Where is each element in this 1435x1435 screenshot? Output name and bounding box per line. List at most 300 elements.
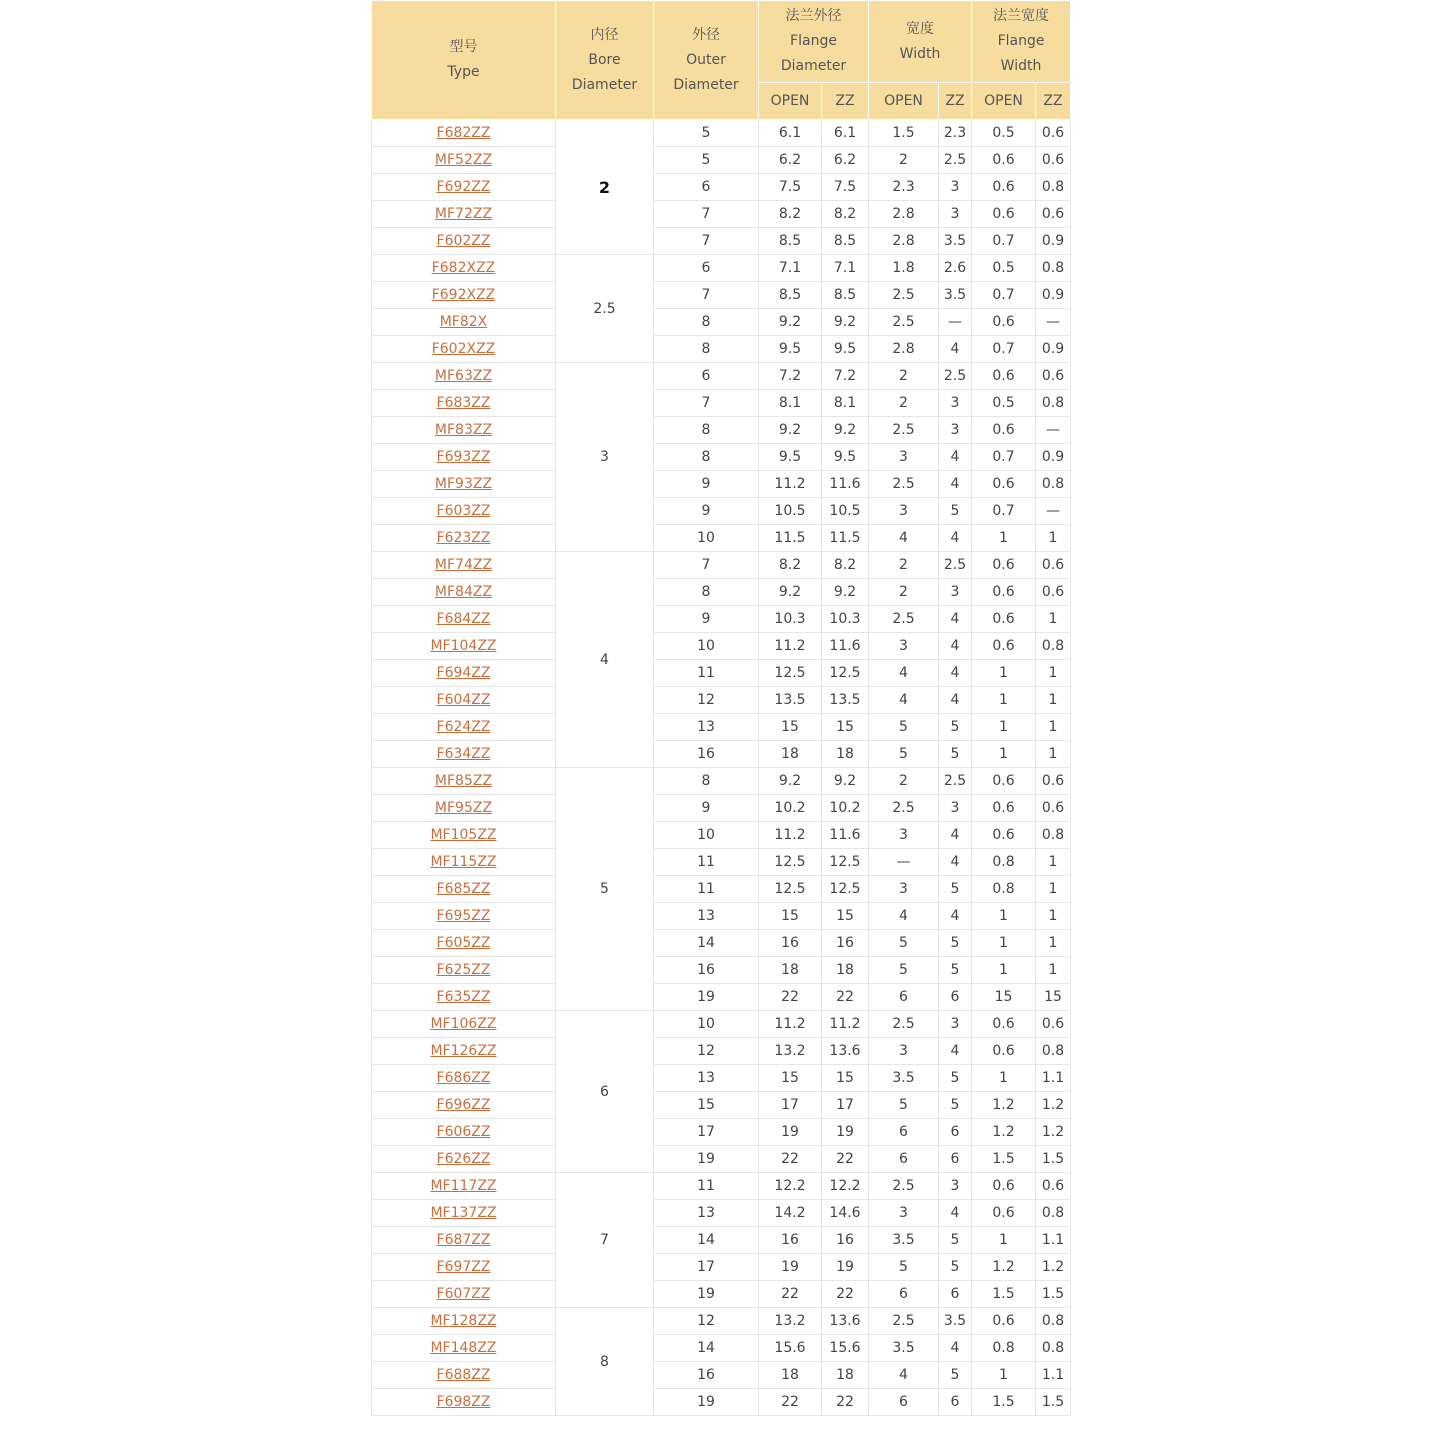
fw-open-cell: 1 — [972, 687, 1036, 714]
fw-zz-cell: 0.8 — [1036, 471, 1071, 498]
fw-zz-cell: 0.6 — [1036, 120, 1071, 147]
w-zz-cell: 6 — [939, 1281, 972, 1308]
type-link[interactable]: MF63ZZ — [434, 368, 493, 384]
header-width-zh: 宽度 — [906, 20, 935, 37]
w-open-cell: 4 — [869, 687, 939, 714]
fw-zz-cell: 0.8 — [1036, 174, 1071, 201]
type-link[interactable]: F625ZZ — [436, 962, 491, 978]
w-open-cell: 2 — [869, 363, 939, 390]
fw-open-cell: 0.6 — [972, 174, 1036, 201]
header-bore — [556, 1, 654, 120]
fd-zz-cell: 11.2 — [822, 1011, 869, 1038]
w-zz-cell: 2.3 — [939, 120, 972, 147]
w-zz-cell: 5 — [939, 714, 972, 741]
outer-cell: 8 — [654, 768, 759, 795]
type-cell — [372, 552, 556, 579]
fw-open-cell: 0.6 — [972, 309, 1036, 336]
subheader-fw-open: OPEN — [972, 83, 1036, 120]
type-cell — [372, 822, 556, 849]
header-type-zh: 型号 — [449, 39, 478, 55]
outer-cell: 13 — [654, 1200, 759, 1227]
outer-cell: 19 — [654, 1281, 759, 1308]
fw-zz-cell: 15 — [1036, 984, 1071, 1011]
fw-open-cell: 0.6 — [972, 1308, 1036, 1335]
fw-zz-cell: 1.5 — [1036, 1389, 1071, 1416]
type-cell — [372, 174, 556, 201]
type-cell — [372, 1146, 556, 1173]
type-cell — [372, 1389, 556, 1416]
fd-open-cell: 15 — [759, 1065, 822, 1092]
fd-open-cell: 12.2 — [759, 1173, 822, 1200]
outer-cell: 13 — [654, 714, 759, 741]
w-open-cell: 3 — [869, 822, 939, 849]
fw-open-cell: 0.6 — [972, 552, 1036, 579]
type-cell — [372, 228, 556, 255]
table-row — [372, 228, 1071, 255]
w-zz-cell: 4 — [939, 525, 972, 552]
header-flange-diameter-en2: Diameter — [780, 58, 847, 74]
w-zz-cell: 4 — [939, 1200, 972, 1227]
type-cell — [372, 282, 556, 309]
w-zz-cell: 6 — [939, 1389, 972, 1416]
type-cell — [372, 498, 556, 525]
w-zz-cell: 3 — [939, 417, 972, 444]
table-row — [372, 471, 1071, 498]
table-row — [372, 930, 1071, 957]
fd-zz-cell: 18 — [822, 1362, 869, 1389]
type-link[interactable]: F693ZZ — [436, 449, 491, 465]
outer-cell: 8 — [654, 336, 759, 363]
header-outer-en1: Outer — [686, 51, 726, 68]
type-link[interactable]: MF148ZZ — [430, 1340, 497, 1356]
fw-zz-cell: 1.1 — [1036, 1362, 1071, 1389]
type-link[interactable]: MF106ZZ — [430, 1016, 497, 1032]
fd-zz-cell: 10.5 — [822, 498, 869, 525]
fd-open-cell: 9.2 — [759, 417, 822, 444]
fw-open-cell: 0.6 — [972, 633, 1036, 660]
w-open-cell: 1.8 — [869, 255, 939, 282]
fd-zz-cell: 9.2 — [822, 417, 869, 444]
subheader-fw-zz: ZZ — [1036, 83, 1071, 120]
w-open-cell: 2.5 — [869, 282, 939, 309]
fd-open-cell: 9.2 — [759, 768, 822, 795]
fw-zz-cell: 1 — [1036, 930, 1071, 957]
outer-cell: 19 — [654, 984, 759, 1011]
fw-open-cell: 1 — [972, 1065, 1036, 1092]
w-open-cell: 3 — [869, 1200, 939, 1227]
outer-cell: 12 — [654, 1038, 759, 1065]
outer-cell: 9 — [654, 471, 759, 498]
type-link[interactable]: MF84ZZ — [434, 584, 493, 600]
fw-zz-cell: 1.1 — [1036, 1227, 1071, 1254]
fd-open-cell: 8.2 — [759, 552, 822, 579]
type-link[interactable]: F624ZZ — [436, 719, 491, 735]
bore-cell: 6 — [556, 1011, 654, 1173]
w-zz-cell: 3.5 — [939, 228, 972, 255]
w-zz-cell: 2.5 — [939, 363, 972, 390]
fw-open-cell: 0.7 — [972, 282, 1036, 309]
table-row — [372, 795, 1071, 822]
fw-open-cell: 1 — [972, 525, 1036, 552]
w-zz-cell: 3 — [939, 795, 972, 822]
fw-zz-cell: 0.6 — [1036, 147, 1071, 174]
type-link[interactable]: F606ZZ — [436, 1124, 491, 1140]
fw-zz-cell: 0.8 — [1036, 1335, 1071, 1362]
fd-zz-cell: 8.5 — [822, 228, 869, 255]
fd-zz-cell: 18 — [822, 957, 869, 984]
w-zz-cell: 3 — [939, 1173, 972, 1200]
w-zz-cell: 5 — [939, 957, 972, 984]
type-cell — [372, 1092, 556, 1119]
type-link[interactable]: F684ZZ — [436, 611, 491, 627]
fw-zz-cell: 0.9 — [1036, 444, 1071, 471]
table-row — [372, 498, 1071, 525]
fw-zz-cell: 1.1 — [1036, 1065, 1071, 1092]
type-cell — [372, 309, 556, 336]
fd-open-cell: 18 — [759, 741, 822, 768]
outer-cell: 10 — [654, 525, 759, 552]
fd-zz-cell: 17 — [822, 1092, 869, 1119]
fd-zz-cell: 22 — [822, 1389, 869, 1416]
outer-cell: 14 — [654, 1227, 759, 1254]
fd-open-cell: 18 — [759, 957, 822, 984]
fw-open-cell: 0.7 — [972, 336, 1036, 363]
type-link[interactable]: MF93ZZ — [434, 476, 493, 492]
fd-zz-cell: 8.2 — [822, 201, 869, 228]
fd-open-cell: 6.1 — [759, 120, 822, 147]
fd-zz-cell: 13.6 — [822, 1308, 869, 1335]
type-link[interactable]: MF128ZZ — [430, 1313, 497, 1329]
fw-zz-cell: 0.6 — [1036, 1173, 1071, 1200]
table-row — [372, 1308, 1071, 1335]
fd-zz-cell: 22 — [822, 1281, 869, 1308]
table-row — [372, 1335, 1071, 1362]
type-link[interactable]: F692ZZ — [436, 179, 491, 195]
type-link[interactable]: F634ZZ — [436, 746, 491, 762]
outer-cell: 7 — [654, 552, 759, 579]
type-link[interactable]: F602XZZ — [431, 341, 496, 357]
outer-cell: 12 — [654, 687, 759, 714]
type-cell — [372, 1119, 556, 1146]
fw-open-cell: 0.6 — [972, 795, 1036, 822]
fd-open-cell: 13.5 — [759, 687, 822, 714]
type-link[interactable]: MF52ZZ — [434, 152, 493, 168]
fd-zz-cell: 18 — [822, 741, 869, 768]
table-row — [372, 1281, 1071, 1308]
outer-cell: 6 — [654, 174, 759, 201]
fw-zz-cell: 0.8 — [1036, 390, 1071, 417]
type-link[interactable]: MF137ZZ — [430, 1205, 497, 1221]
subheader-w-zz: ZZ — [939, 83, 972, 120]
type-cell — [372, 1038, 556, 1065]
bore-cell: 3 — [556, 363, 654, 552]
fd-open-cell: 13.2 — [759, 1308, 822, 1335]
fw-zz-cell: 0.9 — [1036, 336, 1071, 363]
table-row — [372, 1200, 1071, 1227]
w-open-cell: 5 — [869, 930, 939, 957]
w-open-cell: 4 — [869, 525, 939, 552]
fd-open-cell: 8.5 — [759, 282, 822, 309]
w-open-cell: 2.5 — [869, 795, 939, 822]
type-link[interactable]: F607ZZ — [436, 1286, 491, 1302]
w-open-cell: 5 — [869, 1254, 939, 1281]
bore-cell: 2 — [556, 120, 654, 255]
fw-open-cell: 1.2 — [972, 1119, 1036, 1146]
w-open-cell: 2.3 — [869, 174, 939, 201]
fw-open-cell: 0.7 — [972, 444, 1036, 471]
table-row — [372, 174, 1071, 201]
header-flange-diameter-zh: 法兰外径 — [785, 8, 842, 24]
type-link[interactable]: F623ZZ — [436, 530, 491, 546]
fd-open-cell: 7.5 — [759, 174, 822, 201]
fw-zz-cell: 0.6 — [1036, 201, 1071, 228]
type-cell — [372, 1065, 556, 1092]
type-link[interactable]: F604ZZ — [436, 692, 491, 708]
fd-open-cell: 15 — [759, 714, 822, 741]
fw-open-cell: 0.6 — [972, 1200, 1036, 1227]
w-open-cell: 1.5 — [869, 120, 939, 147]
type-link[interactable]: F682XZZ — [431, 260, 496, 276]
table-row — [372, 363, 1071, 390]
fw-zz-cell: 1 — [1036, 660, 1071, 687]
fd-open-cell: 14.2 — [759, 1200, 822, 1227]
fw-open-cell: 0.6 — [972, 606, 1036, 633]
fd-zz-cell: 9.5 — [822, 336, 869, 363]
fw-open-cell: 0.6 — [972, 147, 1036, 174]
outer-cell: 7 — [654, 228, 759, 255]
w-zz-cell: 4 — [939, 336, 972, 363]
outer-cell: 12 — [654, 1308, 759, 1335]
type-link[interactable]: F687ZZ — [436, 1232, 491, 1248]
type-cell — [372, 876, 556, 903]
header-type-en: Type — [447, 64, 480, 80]
fd-open-cell: 7.2 — [759, 363, 822, 390]
type-link[interactable]: F685ZZ — [436, 881, 491, 897]
table-row — [372, 660, 1071, 687]
type-link[interactable]: F694ZZ — [436, 665, 491, 681]
type-cell — [372, 201, 556, 228]
fd-zz-cell: 11.6 — [822, 822, 869, 849]
w-open-cell: 2.5 — [869, 471, 939, 498]
type-link[interactable]: F697ZZ — [436, 1259, 491, 1275]
w-zz-cell: 4 — [939, 471, 972, 498]
outer-cell: 11 — [654, 660, 759, 687]
fd-zz-cell: 13.5 — [822, 687, 869, 714]
type-cell — [372, 768, 556, 795]
header-flange-width-en2: Width — [1000, 58, 1042, 74]
fw-zz-cell: 0.6 — [1036, 363, 1071, 390]
header-flange-width-en1: Flange — [997, 33, 1045, 49]
type-cell — [372, 957, 556, 984]
table-row — [372, 444, 1071, 471]
outer-cell: 13 — [654, 1065, 759, 1092]
outer-cell: 7 — [654, 201, 759, 228]
w-zz-cell: 4 — [939, 660, 972, 687]
fw-zz-cell: 0.9 — [1036, 228, 1071, 255]
w-open-cell: 2 — [869, 579, 939, 606]
type-cell — [372, 741, 556, 768]
outer-cell: 6 — [654, 363, 759, 390]
header-type — [372, 1, 556, 120]
type-link[interactable]: MF82X — [439, 314, 488, 330]
w-open-cell: 3 — [869, 1038, 939, 1065]
fd-open-cell: 13.2 — [759, 1038, 822, 1065]
fw-zz-cell: 0.8 — [1036, 822, 1071, 849]
type-link[interactable]: F686ZZ — [436, 1070, 491, 1086]
fw-open-cell: 1 — [972, 1362, 1036, 1389]
outer-cell: 9 — [654, 498, 759, 525]
fw-zz-cell: 1 — [1036, 606, 1071, 633]
type-link[interactable]: MF126ZZ — [430, 1043, 497, 1059]
type-link[interactable]: MF72ZZ — [434, 206, 493, 222]
w-open-cell: 2.8 — [869, 228, 939, 255]
header-width — [869, 1, 972, 83]
type-link[interactable]: F698ZZ — [436, 1394, 491, 1410]
fd-open-cell: 9.5 — [759, 444, 822, 471]
fd-open-cell: 15.6 — [759, 1335, 822, 1362]
bore-cell: 8 — [556, 1308, 654, 1416]
w-zz-cell: 5 — [939, 930, 972, 957]
type-link[interactable]: MF85ZZ — [434, 773, 493, 789]
fd-zz-cell: 8.5 — [822, 282, 869, 309]
w-open-cell: 2.5 — [869, 417, 939, 444]
fd-open-cell: 10.3 — [759, 606, 822, 633]
header-width-en: Width — [899, 45, 941, 62]
outer-cell: 10 — [654, 822, 759, 849]
fw-open-cell: 0.6 — [972, 1038, 1036, 1065]
table-row — [372, 903, 1071, 930]
fw-open-cell: 1 — [972, 741, 1036, 768]
type-link[interactable]: MF117ZZ — [430, 1178, 497, 1194]
header-flange-diameter — [759, 1, 869, 83]
fd-zz-cell: 8.1 — [822, 390, 869, 417]
fw-open-cell: 1 — [972, 957, 1036, 984]
type-link[interactable]: MF83ZZ — [434, 422, 493, 438]
w-zz-cell: 3 — [939, 390, 972, 417]
fd-open-cell: 11.2 — [759, 822, 822, 849]
fd-zz-cell: 12.5 — [822, 876, 869, 903]
fd-zz-cell: 19 — [822, 1254, 869, 1281]
type-link[interactable]: F635ZZ — [436, 989, 491, 1005]
bore-cell: 5 — [556, 768, 654, 1011]
type-link[interactable]: MF105ZZ — [430, 827, 497, 843]
w-open-cell: 3 — [869, 444, 939, 471]
type-cell — [372, 1308, 556, 1335]
bore-cell: 2.5 — [556, 255, 654, 363]
type-link[interactable]: F688ZZ — [436, 1367, 491, 1383]
outer-cell: 11 — [654, 876, 759, 903]
w-zz-cell: 2.5 — [939, 552, 972, 579]
fd-zz-cell: 15 — [822, 714, 869, 741]
type-cell — [372, 849, 556, 876]
fd-open-cell: 11.2 — [759, 1011, 822, 1038]
fd-open-cell: 16 — [759, 930, 822, 957]
fd-open-cell: 11.5 — [759, 525, 822, 552]
fd-zz-cell: 6.1 — [822, 120, 869, 147]
fd-zz-cell: 15.6 — [822, 1335, 869, 1362]
table-row — [372, 849, 1071, 876]
type-cell — [372, 525, 556, 552]
bore-cell: 4 — [556, 552, 654, 768]
type-link[interactable]: F692XZZ — [431, 287, 496, 303]
type-cell — [372, 1011, 556, 1038]
w-zz-cell: — — [939, 309, 972, 336]
type-link[interactable]: F695ZZ — [436, 908, 491, 924]
outer-cell: 15 — [654, 1092, 759, 1119]
w-open-cell: 5 — [869, 714, 939, 741]
fw-zz-cell: 1 — [1036, 525, 1071, 552]
type-link[interactable]: F683ZZ — [436, 395, 491, 411]
table-row — [372, 1146, 1071, 1173]
w-zz-cell: 6 — [939, 1146, 972, 1173]
fd-open-cell: 10.5 — [759, 498, 822, 525]
type-link[interactable]: MF95ZZ — [434, 800, 493, 816]
type-link[interactable]: MF104ZZ — [430, 638, 497, 654]
fw-zz-cell: 1.2 — [1036, 1119, 1071, 1146]
type-link[interactable]: F602ZZ — [436, 233, 491, 249]
fd-open-cell: 8.1 — [759, 390, 822, 417]
outer-cell: 16 — [654, 741, 759, 768]
outer-cell: 8 — [654, 444, 759, 471]
type-link[interactable]: F696ZZ — [436, 1097, 491, 1113]
fd-zz-cell: 7.5 — [822, 174, 869, 201]
w-zz-cell: 3 — [939, 579, 972, 606]
type-cell — [372, 147, 556, 174]
w-zz-cell: 4 — [939, 633, 972, 660]
fd-zz-cell: 12.5 — [822, 849, 869, 876]
w-open-cell: 3.5 — [869, 1227, 939, 1254]
fw-zz-cell: 1 — [1036, 876, 1071, 903]
type-link[interactable]: F682ZZ — [436, 125, 491, 141]
fw-open-cell: 1 — [972, 1227, 1036, 1254]
w-zz-cell: 4 — [939, 822, 972, 849]
w-zz-cell: 5 — [939, 1227, 972, 1254]
outer-cell: 19 — [654, 1146, 759, 1173]
type-link[interactable]: MF74ZZ — [434, 557, 493, 573]
outer-cell: 10 — [654, 633, 759, 660]
outer-cell: 9 — [654, 795, 759, 822]
outer-cell: 14 — [654, 1335, 759, 1362]
w-zz-cell: 5 — [939, 1092, 972, 1119]
fw-open-cell: 0.6 — [972, 822, 1036, 849]
fw-open-cell: 0.6 — [972, 579, 1036, 606]
fw-zz-cell: 0.6 — [1036, 579, 1071, 606]
w-open-cell: 6 — [869, 1389, 939, 1416]
w-open-cell: 2.5 — [869, 1308, 939, 1335]
outer-cell: 16 — [654, 957, 759, 984]
header-bore-en2: Diameter — [571, 76, 638, 93]
fw-open-cell: 0.7 — [972, 228, 1036, 255]
header-outer-en2: Diameter — [673, 76, 739, 93]
fd-zz-cell: 16 — [822, 930, 869, 957]
w-open-cell: 6 — [869, 1146, 939, 1173]
type-link[interactable]: F626ZZ — [436, 1151, 491, 1167]
fw-open-cell: 0.5 — [972, 390, 1036, 417]
w-zz-cell: 3 — [939, 1011, 972, 1038]
fd-zz-cell: 8.2 — [822, 552, 869, 579]
table-row — [372, 606, 1071, 633]
type-cell — [372, 120, 556, 147]
type-cell — [372, 1281, 556, 1308]
w-open-cell: 6 — [869, 1119, 939, 1146]
type-link[interactable]: MF115ZZ — [430, 854, 497, 870]
fd-zz-cell: 9.2 — [822, 309, 869, 336]
outer-cell: 5 — [654, 147, 759, 174]
table-row — [372, 741, 1071, 768]
w-open-cell: 4 — [869, 660, 939, 687]
type-link[interactable]: F605ZZ — [436, 935, 491, 951]
type-link[interactable]: F603ZZ — [436, 503, 491, 519]
